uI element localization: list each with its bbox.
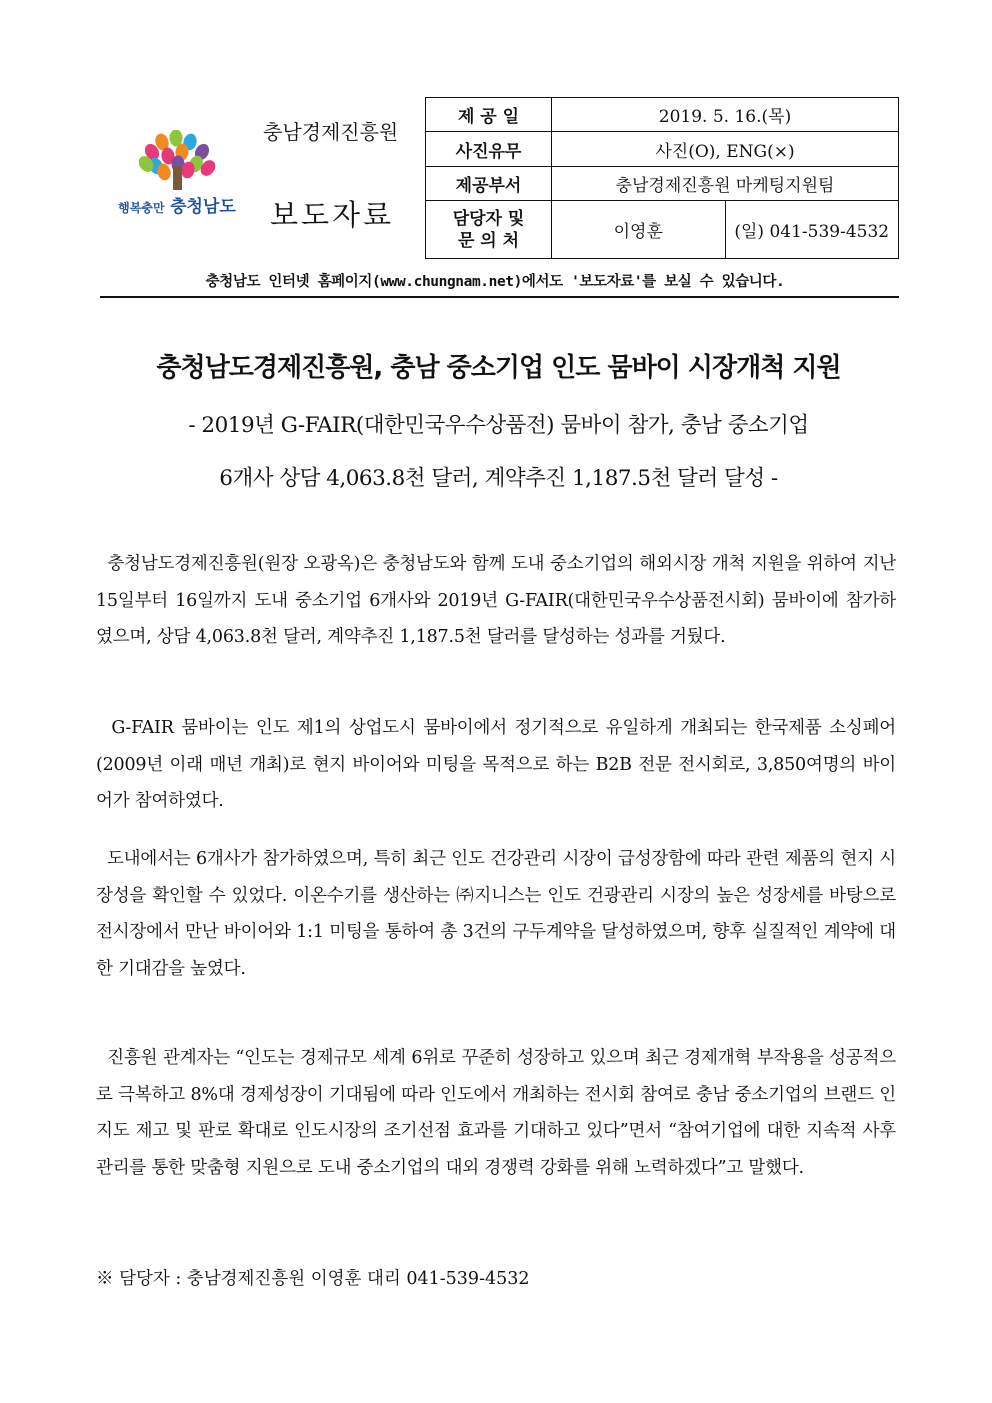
logo-region: 충청남도 [170, 197, 236, 217]
contact-label-line-1: 담당자 및 [452, 208, 525, 229]
contact-label-line-2: 문 의 처 [457, 230, 520, 251]
contact-footer: ※ 담당자 : 충남경제진흥원 이영훈 대리 041-539-4532 [96, 1269, 530, 1289]
contact-label [426, 201, 552, 259]
document-type: 보도자료 [270, 198, 395, 232]
homepage-notice: 충청남도 인터넷 홈페이지(www.chungnam.net)에서도 '보도자료'를 보실 수 있습니다. [205, 274, 785, 290]
press-subtitle-line-1: - 2019년 G-FAIR(대한민국우수상품전) 뭄바이 참가, 충남 중소기업 [188, 413, 809, 438]
body-paragraph-1-text: 충청남도경제진흥원(원장 오광옥)은 충청남도와 함께 도내 중소기업의 해외시장 개척 지원을 위하여 지난 15일부터 16일까지 도내 중소기업 6개사와 2019년 G-FAIR(대한민국우수상품전시회) 뭄바이에 참가하였으며, 상담 4,063.8천 달러, 계약추진 1,187.5천 달러를 달성하는 성과를 거뒀다. [96, 554, 896, 647]
tree-logo-icon [104, 130, 250, 192]
header-divider [100, 296, 899, 298]
body-paragraph-3-text: 도내에서는 6개사가 참가하였으며, 특히 최근 인도 건강관리 시장이 급성장함에 따라 관련 제품의 현지 시장성을 확인할 수 있었다. 이온수기를 생산하는 ㈜지니스는 인도 건광관리 시장의 높은 성장세를 바탕으로 전시장에서 만난 바이어와 1:1 미팅을 통하여 총 3건의 구두계약을 달성하였으며, 향후 실질적인 계약에 대한 기대감을 높였다. [96, 849, 896, 979]
contact-phone: (일) 041-539-4532 [725, 201, 899, 259]
body-paragraph-4-text: 진흥원 관계자는 “인도는 경제규모 세계 6위로 꾸준히 성장하고 있으며 최근 경제개혁 부작용을 성공적으로 극복하고 8%대 경제성장이 기대됨에 따라 인도에서 개최하는 전시회 참여로 충남 중소기업의 브랜드 인지도 제고 및 판로 확대로 인도시장의 조기선점 효과를 기대하고 있다”면서 “참여기업에 대한 지속적 사후관리를 통한 맞춤형 지원으로 도내 중소기업의 대외 경쟁력 강화를 위해 노력하겠다”고 말했다. [96, 1048, 896, 1178]
press-title: 충청남도경제진흥원, 충남 중소기업 인도 뭄바이 시장개척 지원 [156, 353, 841, 383]
organization-name: 충남경제진흥원 [263, 120, 399, 144]
logo-slogan: 행복충만 [118, 201, 165, 215]
body-paragraph-2-text: G-FAIR 뭄바이는 인도 제1의 상업도시 뭄바이에서 정기적으로 유일하게 개최되는 한국제품 소싱페어(2009년 이래 매년 개최)로 현지 바이어와 미팅을 목적으로 하는 B2B 전문 전시회로, 3,850여명의 바이어가 참여하였다. [96, 718, 896, 811]
contact-person: 이영훈 [552, 201, 726, 259]
body-paragraph-4 [96, 1040, 896, 1186]
chungnam-logo [104, 130, 250, 226]
photo-value: 사진(O), ENG(×) [552, 132, 899, 166]
release-date-value: 2019. 5. 16.(목) [552, 98, 899, 132]
release-date-label: 제 공 일 [426, 98, 552, 132]
body-paragraph-3 [96, 841, 896, 987]
photo-label: 사진유무 [426, 132, 552, 166]
department-value: 충남경제진흥원 마케팅지원팀 [552, 166, 899, 200]
press-info-table [425, 97, 899, 259]
body-paragraph-2 [96, 710, 896, 820]
department-label: 제공부서 [426, 166, 552, 200]
press-subtitle-line-2: 6개사 상담 4,063.8천 달러, 계약추진 1,187.5천 달러 달성 - [219, 466, 778, 491]
body-paragraph-1 [96, 546, 896, 656]
